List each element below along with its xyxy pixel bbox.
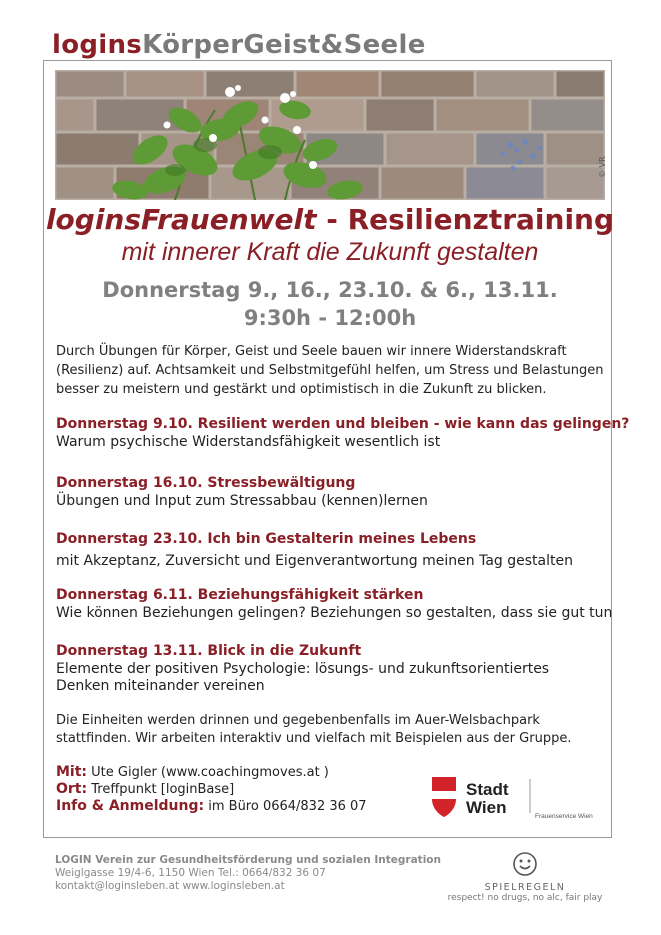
info-value: im Büro 0664/832 36 07: [204, 799, 367, 814]
session-desc: Übungen und Input zum Stressabbau (kennen)lernen: [56, 493, 428, 509]
session-desc: Elemente der positiven Psychologie: lösungs- und zukunftsorientiertes Denken miteinander vereinen: [56, 661, 550, 694]
smiley-icon: [512, 851, 538, 877]
brand-tagline: KörperGeist&Seele: [142, 30, 426, 60]
header-photo: [55, 70, 605, 200]
session-item: [56, 642, 596, 695]
session-desc: Wie können Beziehungen gelingen? Beziehungen so gestalten, dass sie gut tun: [56, 605, 613, 621]
event-dates: Donnerstag 9., 16., 23.10. & 6., 13.11.: [102, 278, 558, 302]
ort-value: Treffpunkt [loginBase]: [87, 782, 235, 797]
stadt-line2: Wien: [466, 798, 507, 817]
footer-org: LOGIN Verein zur Gesundheitsförderung und sozialen Integration: [55, 854, 441, 866]
spielregeln-title: SPIELREGELN: [484, 882, 566, 893]
session-item: [56, 415, 630, 451]
subtitle: mit innerer Kraft die Zukunft gestalten: [121, 238, 539, 266]
title-brand: loginsFrauenwelt: [45, 203, 317, 236]
session-item: [56, 530, 616, 570]
spielregeln-badge: [445, 851, 605, 903]
spielregeln-subtitle: respect! no drugs, no alc, fair play: [447, 893, 603, 903]
stadt-line1: Stadt: [466, 780, 509, 799]
contact-block: [56, 764, 367, 815]
intro-text: Durch Übungen für Körper, Geist und Seele bauen wir innere Widerstandskraft (Resilienz) auf. Achtsamkeit und Selbstmitgefühl helfen, um Stress und Belastungen besser zu meistern und gestärkt und optimistisch in die Zukunft zu blicken.: [56, 344, 604, 397]
session-item: [56, 474, 616, 510]
session-title: Donnerstag 13.11. Blick in die Zukunft: [56, 643, 362, 659]
session-title: Donnerstag 6.11. Beziehungsfähigkeit stärken: [56, 587, 424, 603]
outro-text: Die Einheiten werden drinnen und gegebenbenfalls im Auer-Welsbachpark stattfinden. Wir arbeiten interaktiv und vielfach mit Beispielen aus der Gruppe.: [56, 713, 572, 746]
session-desc: Warum psychische Widerstandsfähigkeit wesentlich ist: [56, 434, 441, 450]
event-time: 9:30h - 12:00h: [243, 306, 417, 330]
mit-value: Ute Gigler (www.coachingmoves.at ): [87, 765, 329, 780]
session-desc: mit Akzeptanz, Zuversicht und Eigenverantwortung meinen Tag gestalten: [56, 553, 573, 569]
session-item: [56, 586, 616, 622]
photo-credit: © VR: [598, 156, 607, 178]
title-rest: - Resilienztraining: [316, 203, 615, 236]
session-title: Donnerstag 16.10. Stressbewältigung: [56, 475, 356, 491]
session-title: Donnerstag 9.10. Resilient werden und bleiben - wie kann das gelingen?: [56, 416, 630, 432]
stadt-sub: Frauenservice Wien: [535, 813, 593, 820]
stadt-wien-logo: [430, 773, 600, 821]
wien-shield-icon: [430, 773, 600, 821]
footer-address: Weiglgasse 19/4-6, 1150 Wien Tel.: 0664/832 36 07: [55, 867, 326, 879]
info-label: Info & Anmeldung:: [56, 798, 205, 814]
footer: [55, 854, 441, 893]
mit-label: Mit:: [56, 764, 88, 780]
brand-logins: logins: [52, 30, 143, 60]
footer-web: kontakt@loginsleben.at www.loginsleben.at: [55, 880, 285, 892]
page-title: [40, 203, 620, 236]
ort-label: Ort:: [56, 781, 88, 797]
session-title: Donnerstag 23.10. Ich bin Gestalterin meines Lebens: [56, 531, 477, 547]
brand-logo: [52, 30, 426, 60]
